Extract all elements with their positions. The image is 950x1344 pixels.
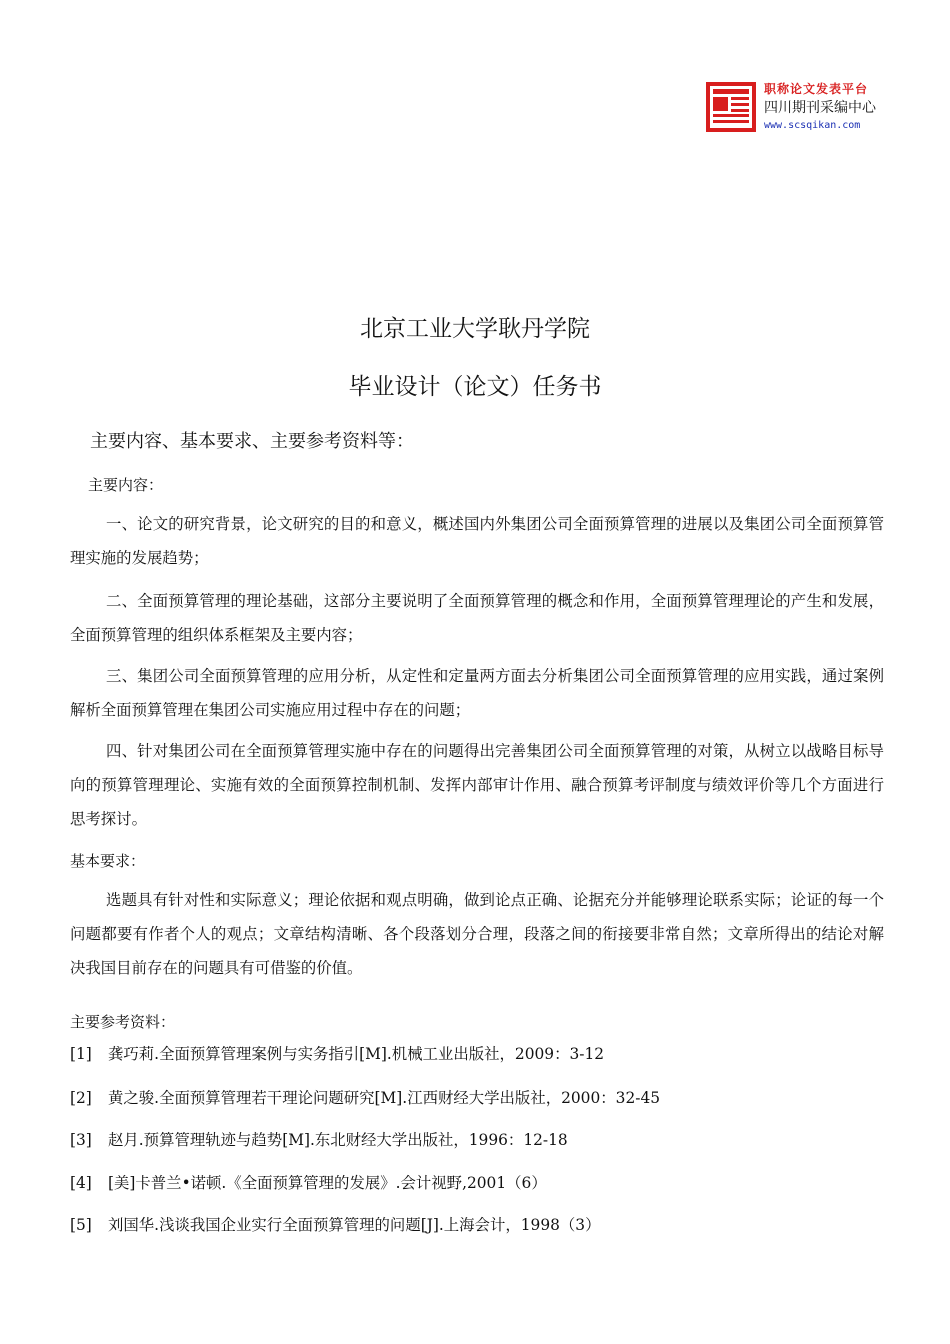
section-heading: 主要内容、基本要求、主要参考资料等： <box>90 431 414 452</box>
logo-slogan: 职称论文发表平台 <box>764 82 869 96</box>
basic-requirements-paragraph: 选题具有针对性和实际意义；理论依据和观点明确，做到论点正确、论据充分并能够理论联系实际；论证的每一个问题都要有作者个人的观点；文章结构清晰、各个段落划分合理，段落之间的衔接要非常自然；文章所得出的结论对解决我国目前存在的问题具有可借鉴的价值。 <box>70 891 884 977</box>
references-label: 主要参考资料： <box>70 1013 176 1031</box>
newspaper-icon <box>706 82 756 132</box>
main-content-paragraph-3: 三、集团公司全面预算管理的应用分析，从定性和定量两方面去分析集团公司全面预算管理的应用实践，通过案例解析全面预算管理在集团公司实施应用过程中存在的问题； <box>70 667 884 719</box>
document-subtitle: 毕业设计（论文）任务书 <box>348 374 602 400</box>
reference-item <box>70 1087 884 1109</box>
logo-name: 四川期刊采编中心 <box>764 100 876 116</box>
reference-number: [1] <box>70 1045 92 1063</box>
reference-item <box>70 1129 884 1151</box>
main-content-label: 主要内容： <box>88 476 164 494</box>
main-content-paragraph-4: 四、针对集团公司在全面预算管理实施中存在的问题得出完善集团公司全面预算管理的对策，从树立以战略目标导向的预算管理理论、实施有效的全面预算控制机制、发挥内部审计作用、融合预算考评制度与绩效评价等几个方面进行思考探讨。 <box>70 742 884 828</box>
reference-number: [5] <box>70 1216 92 1234</box>
reference-text: 黄之骏.全面预算管理若干理论问题研究[M].江西财经大学出版社，2000：32-45 <box>108 1089 661 1107</box>
reference-text: [美]卡普兰•诺顿.《全面预算管理的发展》.会计视野,2001（6） <box>108 1174 547 1192</box>
publisher-logo <box>706 80 906 140</box>
main-content-paragraph-2: 二、全面预算管理的理论基础，这部分主要说明了全面预算管理的概念和作用，全面预算管理理论的产生和发展，全面预算管理的组织体系框架及主要内容； <box>70 592 884 644</box>
logo-url: www.scsqikan.com <box>764 120 861 131</box>
main-content-paragraph-1: 一、论文的研究背景，论文研究的目的和意义，概述国内外集团公司全面预算管理的进展以及集团公司全面预算管理实施的发展趋势； <box>70 515 884 567</box>
reference-item <box>70 1172 884 1194</box>
reference-number: [3] <box>70 1131 92 1149</box>
reference-number: [2] <box>70 1089 92 1107</box>
reference-item <box>70 1043 884 1065</box>
reference-number: [4] <box>70 1174 92 1192</box>
basic-requirements-label: 基本要求： <box>70 852 146 870</box>
reference-text: 龚巧莉.全面预算管理案例与实务指引[M].机械工业出版社，2009：3-12 <box>108 1045 605 1063</box>
reference-text: 刘国华.浅谈我国企业实行全面预算管理的问题[J].上海会计，1998（3） <box>108 1216 601 1234</box>
document-title: 北京工业大学耿丹学院 <box>360 316 590 342</box>
reference-item <box>70 1214 884 1236</box>
reference-text: 赵月.预算管理轨迹与趋势[M].东北财经大学出版社，1996：12-18 <box>108 1131 568 1149</box>
